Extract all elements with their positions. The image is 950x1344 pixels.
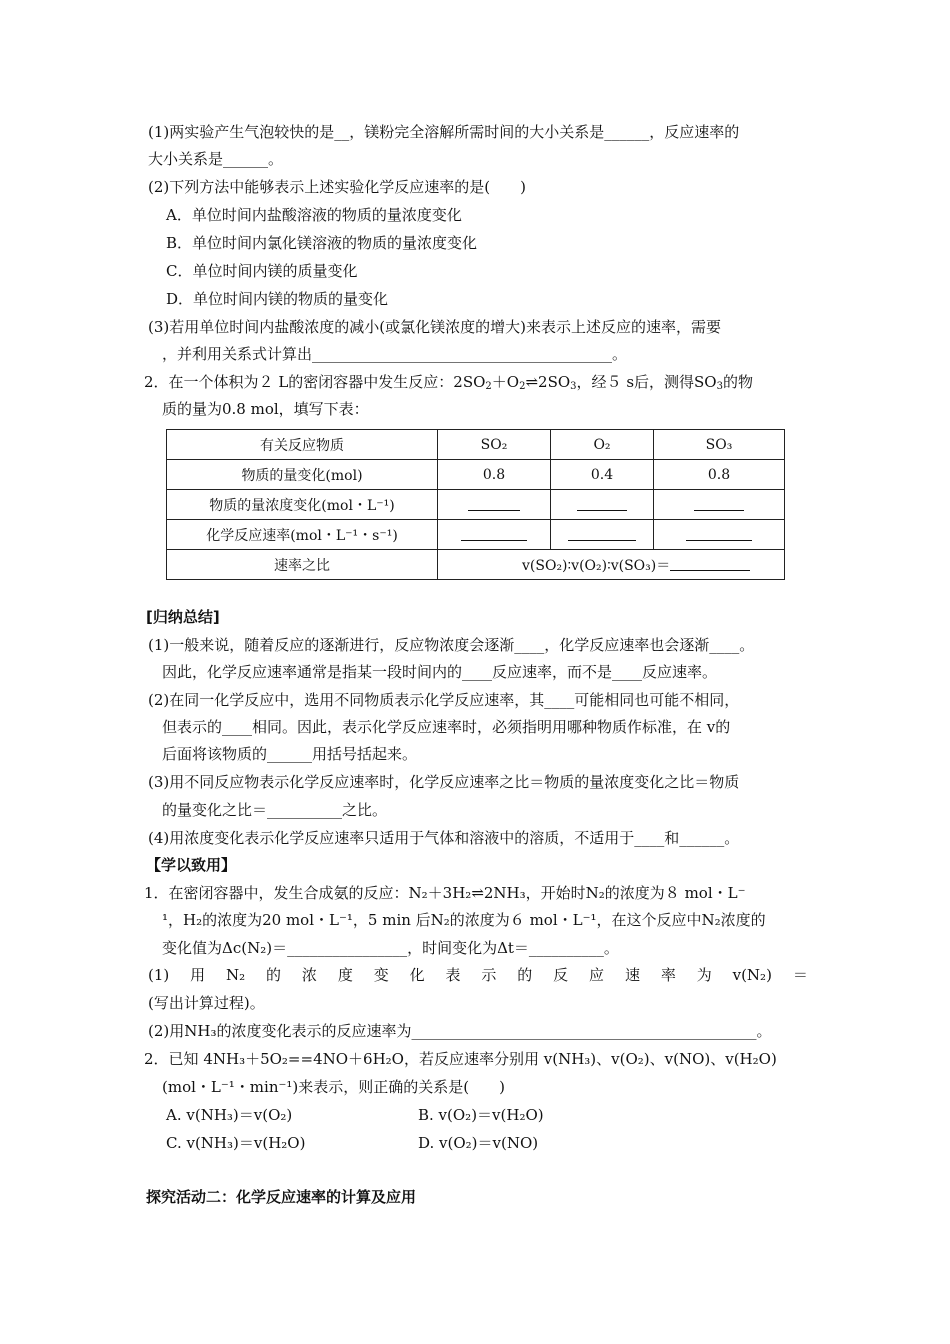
- table-header-cell: O₂: [551, 430, 654, 460]
- justified-word: 表: [445, 966, 461, 984]
- apply-q2-line1: [144, 1048, 777, 1070]
- q2-line1: [144, 371, 753, 398]
- activity2-heading: 探究活动二：化学反应速率的计算及应用: [146, 1188, 417, 1206]
- justified-word: 为: [696, 966, 712, 984]
- apply-q1-sub2: (2)用NH₃的浓度变化表示的反应速率为______________________________________________。: [148, 1022, 772, 1040]
- blank-cell[interactable]: [438, 490, 551, 520]
- q2-text-d: ，经５ s后，测得SO: [576, 373, 717, 391]
- q2-text-b: ＋O: [491, 373, 520, 391]
- option-b: B．单位时间内氯化镁溶液的物质的量浓度变化: [166, 234, 478, 252]
- justified-word: N₂: [226, 966, 246, 984]
- summary-3-line1: (3)用不同反应物表示化学反应速率时，化学反应速率之比＝物质的量浓度变化之比＝物质: [148, 773, 740, 791]
- table-row: [167, 460, 785, 490]
- apply-q1-line2: ¹，H₂的浓度为20 mol・L⁻¹，5 min 后N₂的浓度为６ mol・L⁻¹，在这个反应中N₂浓度的: [162, 911, 766, 929]
- justified-word: 浓: [301, 966, 317, 984]
- rate-ratio-text: v(SO₂)∶v(O₂)∶v(SO₃)＝: [522, 557, 671, 574]
- table-cell: 速率之比: [167, 550, 438, 580]
- equilibrium-arrow: ⇌: [525, 373, 539, 391]
- q2-sub4: 3: [716, 381, 723, 392]
- justified-word: 用: [190, 966, 206, 984]
- table-cell: 0.8: [654, 460, 785, 490]
- apply-q1-line3: 变化值为Δc(N₂)＝________________，时间变化为Δt＝__________。: [162, 939, 619, 957]
- apply-q1-text: 在密闭容器中，发生合成氨的反应：N₂＋3H₂⇌2NH₃，开始时N₂的浓度为８ mol・L⁻: [168, 884, 746, 902]
- justified-word: 的: [266, 966, 282, 984]
- apply-q1-sub1-line2: (写出计算过程)。: [148, 994, 265, 1012]
- summary-1-line1: (1)一般来说，随着反应的逐渐进行，反应物浓度会逐渐____，化学反应速率也会逐渐____。: [148, 636, 755, 654]
- blank-cell[interactable]: [654, 520, 785, 550]
- justified-word: 示: [481, 966, 497, 984]
- justified-word: 速: [624, 966, 640, 984]
- apply-q1-number: 1．: [144, 884, 169, 902]
- rate-ratio-cell[interactable]: [438, 550, 785, 580]
- q-top-part1-line2: 大小关系是______。: [148, 150, 284, 168]
- apply-q2-number: 2．: [144, 1050, 169, 1068]
- table-header-cell: SO₃: [654, 430, 785, 460]
- q2-sub3: 3: [570, 381, 577, 392]
- table-cell: 0.4: [551, 460, 654, 490]
- justified-word: (1): [148, 966, 170, 984]
- blank-cell[interactable]: [438, 520, 551, 550]
- q2-text-c: 2SO: [538, 373, 571, 391]
- apply-heading: 【学以致用】: [146, 856, 237, 874]
- table-cell: 化学反应速率(mol・L⁻¹・s⁻¹): [167, 520, 438, 550]
- table-row: [167, 430, 785, 460]
- q2-number: 2．: [144, 373, 169, 391]
- summary-4: (4)用浓度变化表示化学反应速率只适用于气体和溶液中的溶质，不适用于____和______。: [148, 829, 740, 847]
- apply-q2-text: 已知 4NH₃＋5O₂==4NO＋6H₂O，若反应速率分别用 v(NH₃)、v(O₂)、v(NO)、v(H₂O): [168, 1050, 777, 1068]
- apply-q2-option-d: D. v(O₂)＝v(NO): [418, 1134, 539, 1152]
- apply-q1-line1: [144, 882, 746, 904]
- blank-cell[interactable]: [551, 520, 654, 550]
- reaction-table: [166, 429, 785, 580]
- summary-1-line2: 因此，化学反应速率通常是指某一段时间内的____反应速率，而不是____反应速率。: [162, 663, 718, 681]
- apply-q1-sub1-line1: [148, 964, 808, 986]
- table-row: [167, 520, 785, 550]
- summary-2-line3: 后面将该物质的______用括号括起来。: [162, 745, 418, 763]
- justified-word: 反: [553, 966, 569, 984]
- q2-sub2: 2: [519, 381, 526, 392]
- justified-word: 的: [517, 966, 533, 984]
- q-top-part3-line2: ，并利用关系式计算出________________________________________。: [162, 345, 628, 363]
- summary-2-line2: 但表示的____相同。因此，表示化学反应速率时，必须指明用哪种物质作标准，在 v的: [162, 718, 731, 736]
- option-c: C．单位时间内镁的质量变化: [166, 262, 358, 280]
- justified-word: 率: [660, 966, 676, 984]
- apply-q2-option-c: C. v(NH₃)＝v(H₂O): [166, 1134, 306, 1152]
- table-cell: 物质的量浓度变化(mol・L⁻¹): [167, 490, 438, 520]
- justified-word: 应: [589, 966, 605, 984]
- justified-word: ＝: [792, 966, 808, 984]
- table-row: [167, 490, 785, 520]
- q-top-part1-line1: (1)两实验产生气泡较快的是__，镁粉完全溶解所需时间的大小关系是______，反应速率的: [148, 123, 740, 141]
- apply-q2-option-b: B. v(O₂)＝v(H₂O): [418, 1106, 544, 1124]
- q-top-part2: (2)下列方法中能够表示上述实验化学反应速率的是( ): [148, 178, 526, 196]
- table-cell: 物质的量变化(mol): [167, 460, 438, 490]
- summary-3-line2: 的量变化之比＝__________之比。: [162, 801, 388, 819]
- justified-word: 化: [409, 966, 425, 984]
- justified-word: v(N₂): [732, 966, 772, 984]
- table-header-cell: 有关反应物质: [167, 430, 438, 460]
- justified-word: 度: [337, 966, 353, 984]
- summary-heading: [归纳总结]: [146, 608, 220, 626]
- q-top-part3-line1: (3)若用单位时间内盐酸浓度的减小(或氯化镁浓度的增大)来表示上述反应的速率，需要: [148, 318, 721, 336]
- option-a: A．单位时间内盐酸溶液的物质的量浓度变化: [166, 206, 462, 224]
- blank-cell[interactable]: [551, 490, 654, 520]
- q2-text-e: 的物: [722, 373, 753, 391]
- justified-word: 变: [373, 966, 389, 984]
- table-cell: 0.8: [438, 460, 551, 490]
- summary-2-line1: (2)在同一化学反应中，选用不同物质表示化学反应速率，其____可能相同也可能不相同，: [148, 691, 740, 709]
- table-row: [167, 550, 785, 580]
- q2-text-a: 在一个体积为２ L的密闭容器中发生反应：2SO: [168, 373, 486, 391]
- blank-cell[interactable]: [654, 490, 785, 520]
- option-d: D．单位时间内镁的物质的量变化: [166, 290, 389, 308]
- q2-line2: 质的量为0.8 mol，填写下表：: [162, 400, 369, 418]
- apply-q2-line2: (mol・L⁻¹・min⁻¹)来表示，则正确的关系是( ): [162, 1078, 505, 1096]
- q2-sub1: 2: [485, 381, 492, 392]
- table-header-cell: SO₂: [438, 430, 551, 460]
- apply-q2-option-a: A. v(NH₃)＝v(O₂): [166, 1106, 293, 1124]
